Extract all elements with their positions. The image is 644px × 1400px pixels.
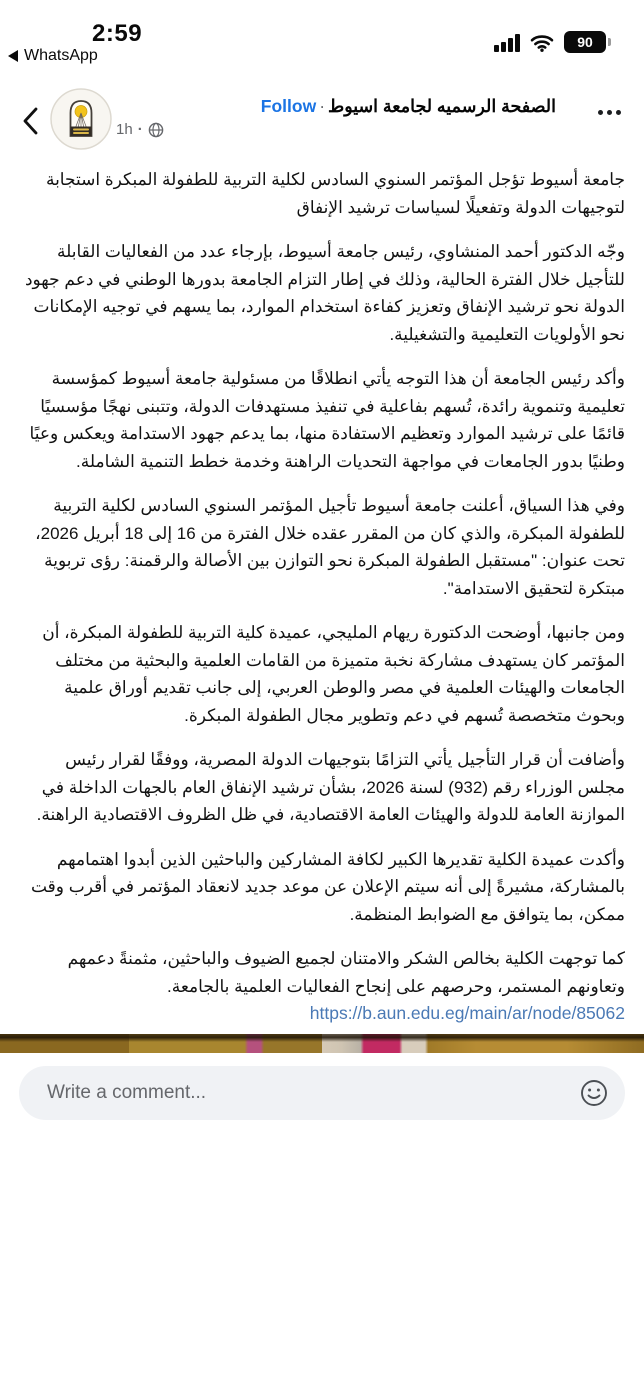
chevron-left-icon (19, 104, 43, 138)
follow-button[interactable]: Follow (260, 96, 317, 116)
status-time: 2:59 (92, 20, 143, 47)
meta-separator: · (137, 121, 143, 138)
status-bar (0, 0, 644, 84)
page-name-link[interactable]: الصفحة الرسميه لجامعة اسيوط (328, 96, 556, 116)
wifi-icon (530, 34, 554, 52)
post-paragraph: وأكدت عميدة الكلية تقديرها الكبير لكافة المشاركين والباحثين الذين أبدوا اهتمامهم بالمشاركة، مشيرةً إلى أنه سيتم الإعلان عن موعد جديد لانعقاد المؤتمر في أقرب وقت ممكن، بما يتوافق مع الضوابط المنظمة. (30, 849, 625, 924)
post-photo-partial[interactable] (0, 1034, 644, 1053)
cellular-signal-icon (494, 33, 520, 52)
post-content (0, 158, 644, 1028)
back-button[interactable] (12, 88, 50, 142)
comment-input[interactable] (31, 1082, 577, 1104)
comment-input-pill[interactable] (19, 1066, 625, 1120)
post-paragraph: جامعة أسيوط تؤجل المؤتمر السنوي السادس لكلية التربية للطفولة المبكرة استجابة لتوجيهات الدولة وتفعيلًا لسياسات ترشيد الإنفاق (45, 170, 625, 217)
smiley-icon (579, 1078, 609, 1108)
post-url-link[interactable]: https://b.aun.edu.eg/main/ar/node/85062 (309, 1003, 625, 1023)
battery-nub (608, 38, 611, 46)
ellipsis-icon (598, 110, 603, 115)
title-separator: · (319, 96, 326, 116)
post-paragraph: وفي هذا السياق، أعلنت جامعة أسيوط تأجيل المؤتمر السنوي السادس لكلية التربية للطفولة المبكرة، والذي كان من المقرر عقده خلال الفترة من 16 إلى 18 أبريل 2026، تحت عنوان: "مستقبل الطفولة المبكرة نحو التوازن بين الأصالة والرقمنة: رؤى تربوية مبتكرة لتحقيق الاستدامة". (35, 496, 625, 598)
university-logo-icon (50, 88, 112, 150)
page-avatar[interactable] (50, 88, 112, 150)
post-paragraph: وأضافت أن قرار التأجيل يأتي التزامًا بتوجيهات الدولة المصرية، ووفقًا لقرار رئيس مجلس الوزراء رقم (932) لسنة 2026، بشأن ترشيد الإنفاق العام بالجهات الداخلة في الموازنة العامة للدولة والهيئات العامة الاقتصادية، في ظل الظروف الاقتصادية الراهنة. (36, 750, 625, 824)
post-paragraph: وأكد رئيس الجامعة أن هذا التوجه يأتي انطلاقًا من مسئولية جامعة أسيوط كمؤسسة تعليمية وتنموية رائدة، تُسهم بفاعلية في تنفيذ مستهدفات الدولة، وتتبنى نهجًا مؤسسيًا قائمًا على ترشيد الموارد وتعظيم الاستفادة منها، بما يدعم جهود الاستدامة ويعكس وعيًا وطنيًا بدور الجامعات في مواجهة التحديات الراهنة وخدمة خطط التنمية الشاملة. (29, 369, 625, 471)
more-options-button[interactable] (586, 88, 632, 116)
page-title-row (116, 94, 578, 118)
post-header-text (112, 88, 586, 138)
battery-icon (564, 31, 606, 53)
post-header (0, 84, 644, 158)
status-icons (494, 31, 606, 52)
comment-bar (0, 1053, 644, 1120)
globe-privacy-icon (148, 122, 164, 138)
battery-percent: 90 (577, 34, 593, 50)
back-triangle-icon (8, 50, 18, 62)
post-paragraph: ومن جانبها، أوضحت الدكتورة ريهام المليجي، عميدة كلية التربية للطفولة المبكرة، أن المؤتمر كان يستهدف مشاركة نخبة متميزة من القامات العلمية والبحثية من مختلف الجامعات والهيئات العلمية في مصر والوطن العربي، إلى جانب تقديم أوراق علمية وبحوث متخصصة تُسهم في دعم وتطوير مجال الطفولة المبكرة. (42, 623, 625, 725)
post-paragraph: وجّه الدكتور أحمد المنشاوي، رئيس جامعة أسيوط، بإرجاء عدد من الفعاليات القابلة للتأجيل خلال الفترة الحالية، وذلك في إطار التزام الجامعة بدورها الوطني في دعم جهود الدولة نحو ترشيد الإنفاق وتعزيز كفاءة استخدام الموارد، بما يسهم في توجيه الإمكانات نحو الأولويات التعليمية والتشغيلية. (24, 242, 625, 344)
back-app-label: WhatsApp (24, 47, 98, 64)
post-meta-row (116, 121, 578, 138)
emoji-button[interactable] (577, 1076, 611, 1110)
post-paragraph: كما توجهت الكلية بخالص الشكر والامتنان لجميع الضيوف والباحثين، مثمنةً دعمهم وتعاونهم المستمر، وحرصهم على إنجاح الفعاليات العلمية بالجامعة. (67, 949, 625, 996)
post-timestamp[interactable]: 1h (116, 121, 133, 138)
back-to-app-button[interactable] (8, 47, 98, 65)
